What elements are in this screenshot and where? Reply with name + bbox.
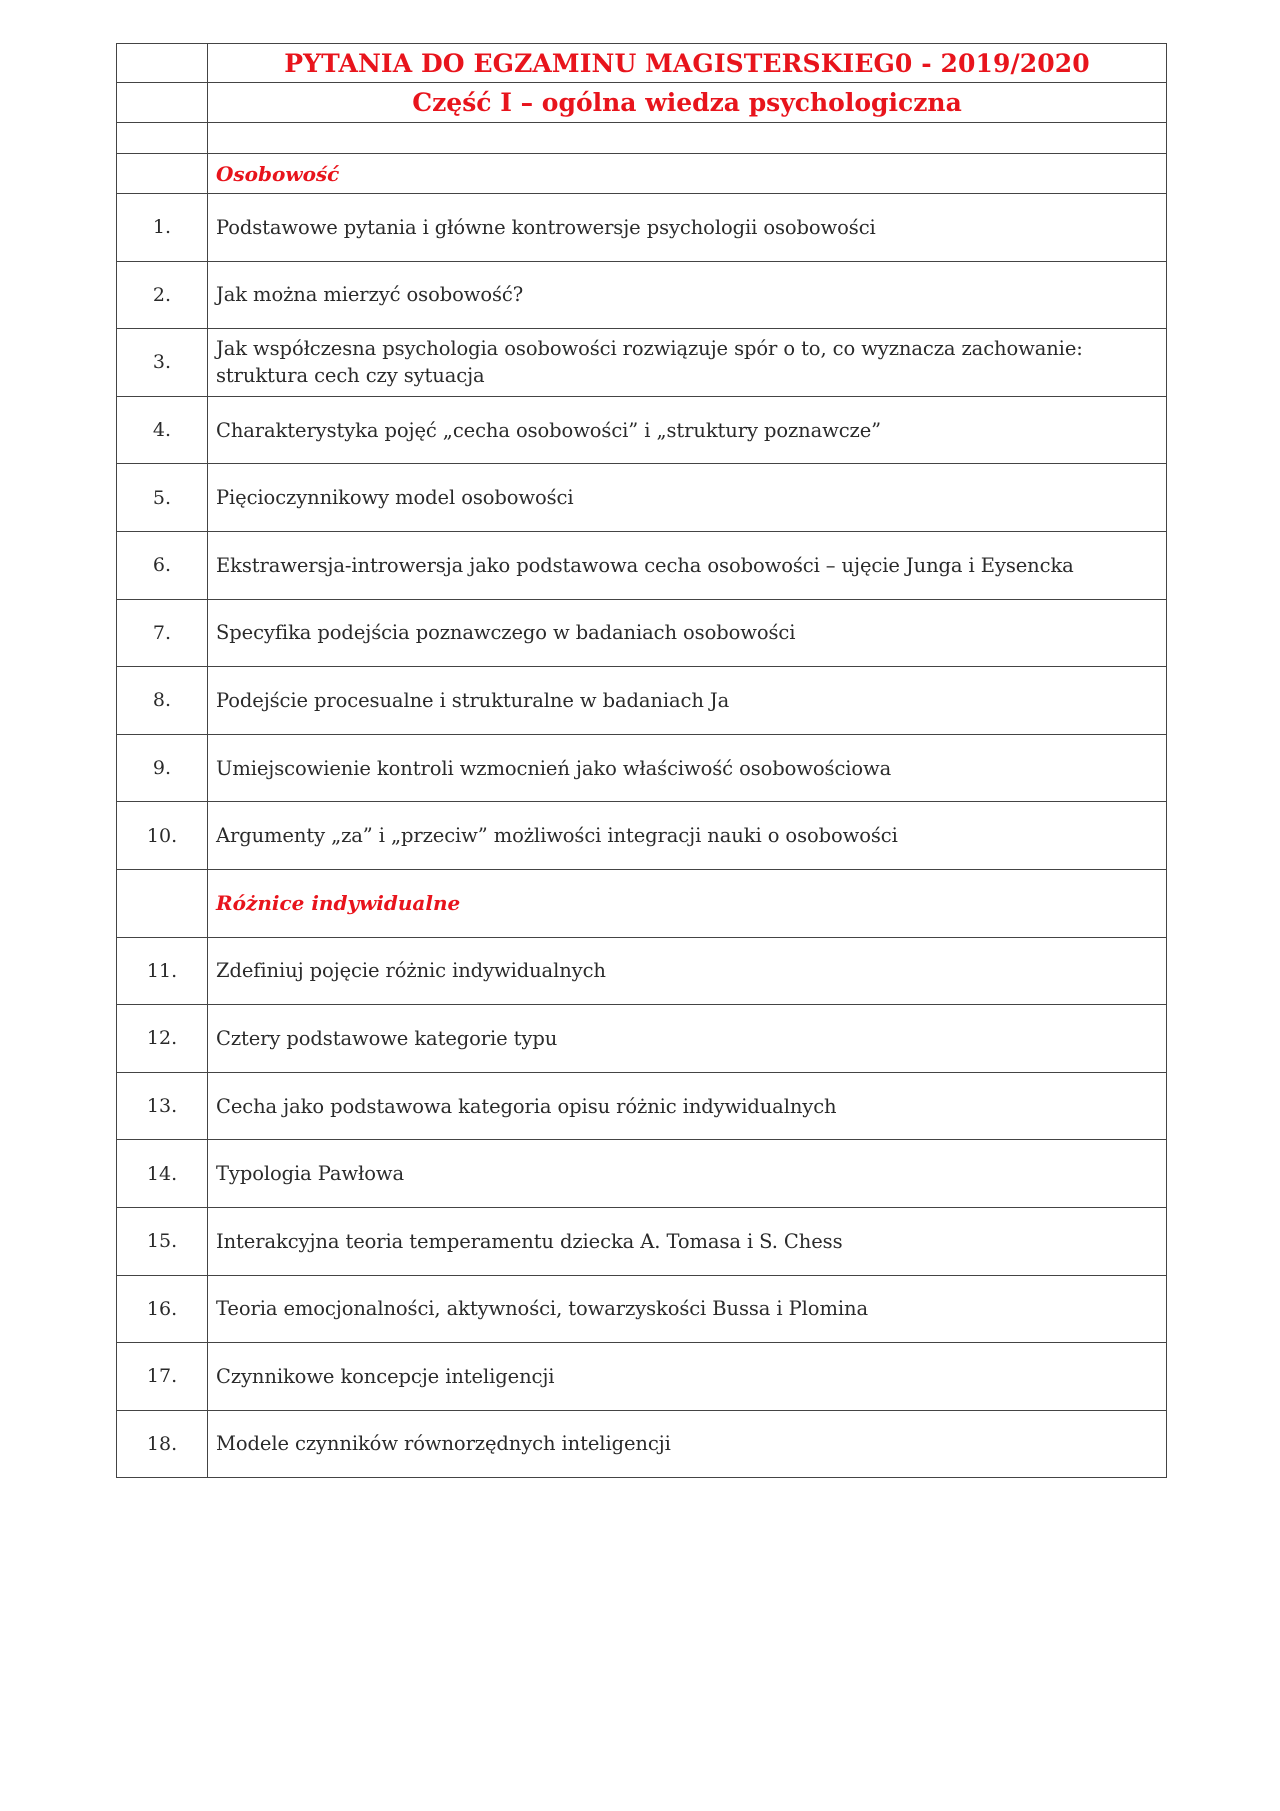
question-text: Modele czynników równorzędnych inteligencji xyxy=(208,1410,1167,1478)
question-number: 6. xyxy=(117,531,208,599)
question-text: Jak współczesna psychologia osobowości rozwiązuje spór o to, co wyznacza zachowanie: struktura cech czy sytuacja xyxy=(208,329,1167,397)
empty-cell xyxy=(208,123,1167,154)
question-row xyxy=(117,1275,1167,1343)
empty-cell xyxy=(117,83,208,123)
question-text: Interakcyjna teoria temperamentu dziecka A. Tomasa i S. Chess xyxy=(208,1207,1167,1275)
question-text: Teoria emocjonalności, aktywności, towarzyskości Bussa i Plomina xyxy=(208,1275,1167,1343)
question-number: 16. xyxy=(117,1275,208,1343)
question-row xyxy=(117,329,1167,397)
question-row xyxy=(117,1005,1167,1073)
question-text: Cztery podstawowe kategorie typu xyxy=(208,1005,1167,1073)
section-heading: Różnice indywidualne xyxy=(208,869,1167,937)
question-text: Ekstrawersja-introwersja jako podstawowa cecha osobowości – ujęcie Junga i Eysencka xyxy=(208,531,1167,599)
question-text: Cecha jako podstawowa kategoria opisu różnic indywidualnych xyxy=(208,1072,1167,1140)
section-heading-row xyxy=(117,869,1167,937)
question-row xyxy=(117,396,1167,464)
question-number: 7. xyxy=(117,599,208,667)
question-row xyxy=(117,1207,1167,1275)
question-text: Umiejscowienie kontroli wzmocnień jako właściwość osobowościowa xyxy=(208,734,1167,802)
empty-cell xyxy=(117,44,208,83)
question-number: 2. xyxy=(117,261,208,329)
question-number: 3. xyxy=(117,329,208,397)
question-row xyxy=(117,937,1167,1005)
question-number: 1. xyxy=(117,194,208,262)
empty-cell xyxy=(117,154,208,194)
question-text: Typologia Pawłowa xyxy=(208,1140,1167,1208)
question-number: 18. xyxy=(117,1410,208,1478)
question-number: 5. xyxy=(117,464,208,532)
document-title: PYTANIA DO EGZAMINU MAGISTERSKIEG0 - 2019/2020 xyxy=(208,44,1167,83)
question-row xyxy=(117,194,1167,262)
question-text: Argumenty „za” i „przeciw” możliwości integracji nauki o osobowości xyxy=(208,802,1167,870)
question-number: 9. xyxy=(117,734,208,802)
question-number: 14. xyxy=(117,1140,208,1208)
question-number: 8. xyxy=(117,667,208,735)
question-row xyxy=(117,1410,1167,1478)
exam-questions-table xyxy=(116,43,1167,1478)
question-number: 17. xyxy=(117,1343,208,1411)
question-row xyxy=(117,1072,1167,1140)
question-number: 15. xyxy=(117,1207,208,1275)
question-text: Pięcioczynnikowy model osobowości xyxy=(208,464,1167,532)
question-row xyxy=(117,734,1167,802)
section-heading-row xyxy=(117,154,1167,194)
question-row xyxy=(117,667,1167,735)
question-number: 11. xyxy=(117,937,208,1005)
empty-cell xyxy=(117,123,208,154)
question-row xyxy=(117,1343,1167,1411)
document-subtitle: Część I – ogólna wiedza psychologiczna xyxy=(208,83,1167,123)
title-row xyxy=(117,44,1167,83)
question-number: 13. xyxy=(117,1072,208,1140)
empty-cell xyxy=(117,869,208,937)
spacer-row xyxy=(117,123,1167,154)
question-text: Podejście procesualne i strukturalne w badaniach Ja xyxy=(208,667,1167,735)
question-text: Jak można mierzyć osobowość? xyxy=(208,261,1167,329)
question-text: Czynnikowe koncepcje inteligencji xyxy=(208,1343,1167,1411)
question-text: Zdefiniuj pojęcie różnic indywidualnych xyxy=(208,937,1167,1005)
question-number: 4. xyxy=(117,396,208,464)
section-heading: Osobowość xyxy=(208,154,1167,194)
question-text: Charakterystyka pojęć „cecha osobowości” i „struktury poznawcze” xyxy=(208,396,1167,464)
subtitle-row xyxy=(117,83,1167,123)
question-number: 12. xyxy=(117,1005,208,1073)
question-row xyxy=(117,599,1167,667)
question-row xyxy=(117,1140,1167,1208)
question-row xyxy=(117,802,1167,870)
question-text: Podstawowe pytania i główne kontrowersje psychologii osobowości xyxy=(208,194,1167,262)
question-row xyxy=(117,261,1167,329)
question-row xyxy=(117,464,1167,532)
question-row xyxy=(117,531,1167,599)
question-text: Specyfika podejścia poznawczego w badaniach osobowości xyxy=(208,599,1167,667)
question-number: 10. xyxy=(117,802,208,870)
